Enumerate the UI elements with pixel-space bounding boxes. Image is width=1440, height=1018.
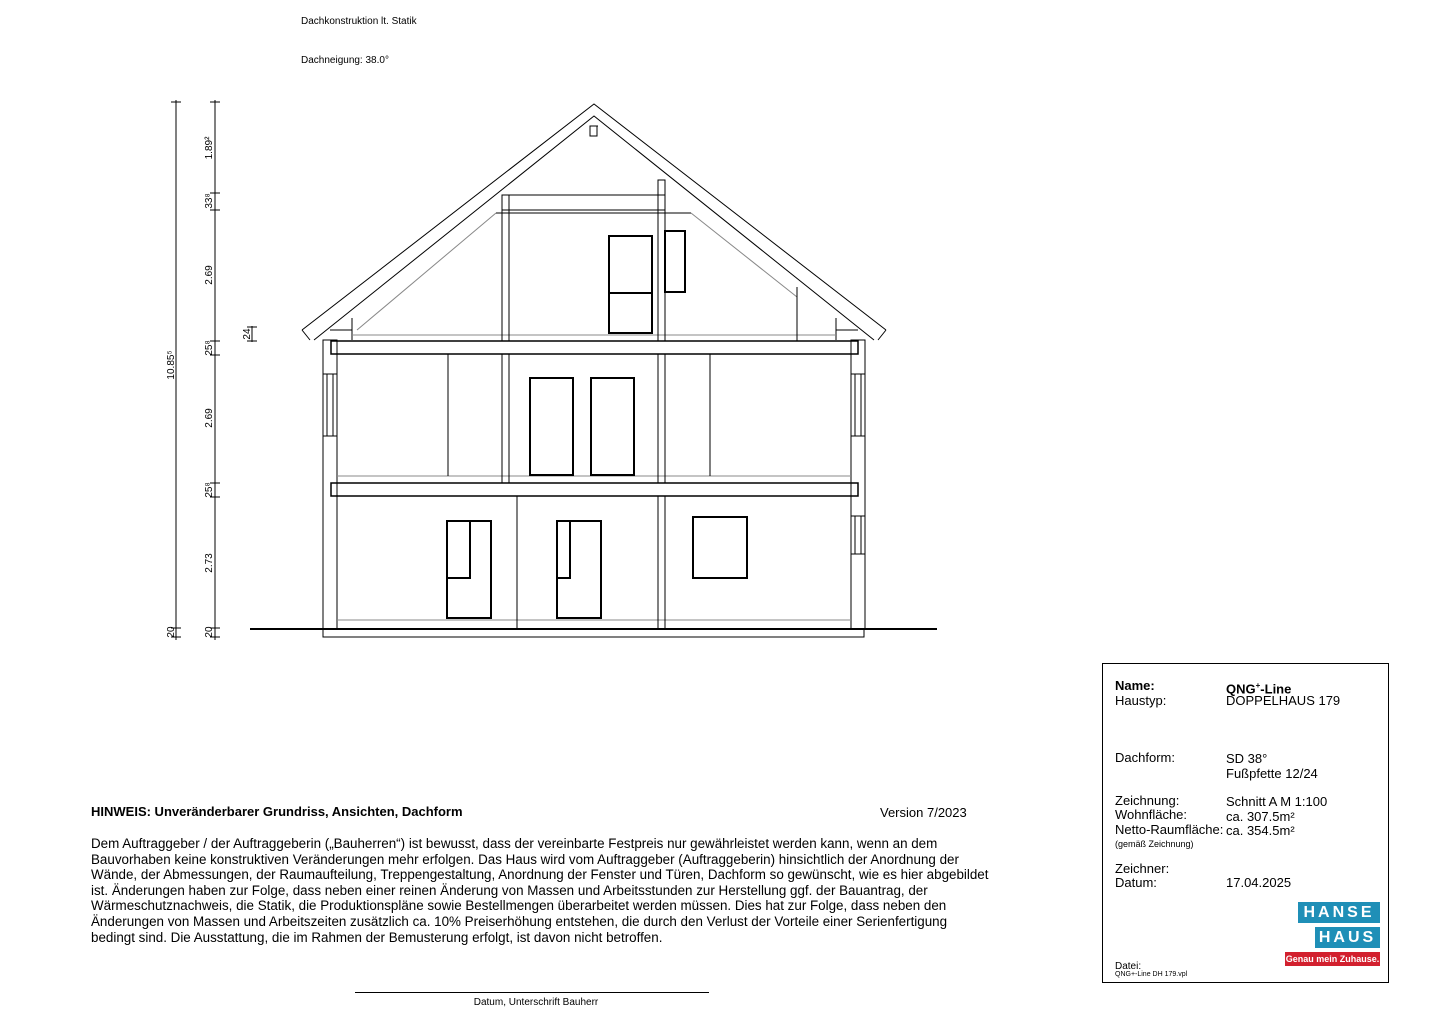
construction-note: Dachkonstruktion lt. Statik [301, 16, 417, 27]
dim-bottom: 20 [204, 626, 215, 638]
file-label: Datei: [1115, 961, 1142, 972]
upper-door-left [530, 378, 573, 475]
net-note: (gemäß Zeichnung) [1115, 839, 1194, 849]
drawing-value: Schnitt A M 1:100 [1226, 794, 1328, 809]
logo-line-1: HANSE [1298, 902, 1380, 923]
dim-bottom-left: 20 [166, 626, 177, 638]
notice-title: HINWEIS: Unveränderbarer Grundriss, Ansichten, Dachform [91, 804, 463, 819]
roof-value-2: Fußpfette 12/24 [1226, 766, 1318, 781]
dim-knee: 24 [242, 328, 253, 340]
living-label: Wohnfläche: [1115, 807, 1188, 822]
dim-total: 10.85⁵ [166, 350, 177, 380]
type-label: Haustyp: [1115, 693, 1167, 708]
signature-line [355, 992, 709, 993]
dim-dg: 2.69 [204, 265, 215, 285]
foundation-slab [323, 629, 864, 637]
drawing-label: Zeichnung: [1115, 793, 1180, 808]
net-label: Netto-Raumfläche: [1115, 822, 1224, 837]
logo-line-2: HAUS [1315, 927, 1380, 948]
date-label: Datum: [1115, 875, 1157, 890]
upper-floor [448, 354, 710, 483]
drafter-label: Zeichner: [1115, 861, 1170, 876]
type-value: DOPPELHAUS 179 [1226, 693, 1341, 708]
signature-label: Datum, Unterschrift Bauherr [473, 997, 599, 1008]
notice-body: Dem Auftraggeber / der Auftraggeberin („Bauherren“) ist bewusst, dass der vereinbarte Festpreis nur gewährleistet werden kann, wenn an dem Bauvorhaben keine konstruktiven Veränderungen mehr erfolgen. Das Haus wird vom Auftraggeber (Auftraggeberin) hinsichtlich der Anordnung der Wände, der Abmessungen, der Raumaufteilung, Treppengestaltung, Anordnung der Fenster und Türen, Dachform so gewünscht, wie es hier abgebildet ist. Änderungen haben zur Folge, dass neben einer reinen Änderung von Massen und Arbeitsstunden zur Herstellung ggf. der Bauantrag, der Wärmeschutznachweis, die Statik, die Produktionspläne sowie Bestellmengen überarbeitet werden müssen. Dies hat zur Folge, dass neben den Änderungen von Massen und Arbeitszeiten zusätzlich ca. 10% Preiserhöhung entstehen, die durch den Verlust der Vorteile einer Serienfertigung bedingt sind. Die Ausstattung, die im Rahmen der Bemusterung erfolgt, ist davon nicht betroffen. [91, 836, 989, 945]
attic-level [496, 180, 797, 341]
middle-slab [331, 483, 858, 496]
roof [302, 104, 886, 340]
title-block [1102, 663, 1389, 983]
dim-og: 2.69 [204, 408, 215, 428]
upper-slab [331, 341, 858, 354]
name-value: QNG+-Line [1226, 681, 1292, 697]
date-value: 17.04.2025 [1226, 875, 1292, 890]
roof-label: Dachform: [1115, 750, 1175, 765]
ground-door-middle [557, 521, 601, 618]
attic-window [665, 231, 685, 292]
net-value: ca. 354.5m² [1226, 823, 1295, 838]
roof-pitch-note: Dachneigung: 38.0° [301, 55, 389, 66]
attic-door [609, 236, 652, 333]
dim-top-slab: 33⁸ [204, 193, 215, 209]
dim-slab2: 25⁸ [204, 340, 215, 356]
name-label: Name: [1115, 678, 1155, 693]
dim-slab1: 25⁸ [204, 482, 215, 498]
notice-version: Version 7/2023 [880, 805, 967, 820]
ground-window-right [693, 517, 747, 578]
logo-slogan: Genau mein Zuhause. [1285, 954, 1380, 964]
roof-value: SD 38° [1226, 751, 1268, 766]
dim-ridge: 1.89² [204, 136, 215, 160]
upper-door-right [591, 378, 634, 475]
file-value: QNG+-Line DH 179.vpl [1115, 971, 1188, 978]
ground-floor [447, 496, 747, 629]
exterior-walls [323, 340, 865, 629]
dim-eg: 2.73 [204, 553, 215, 573]
living-value: ca. 307.5m² [1226, 809, 1295, 824]
